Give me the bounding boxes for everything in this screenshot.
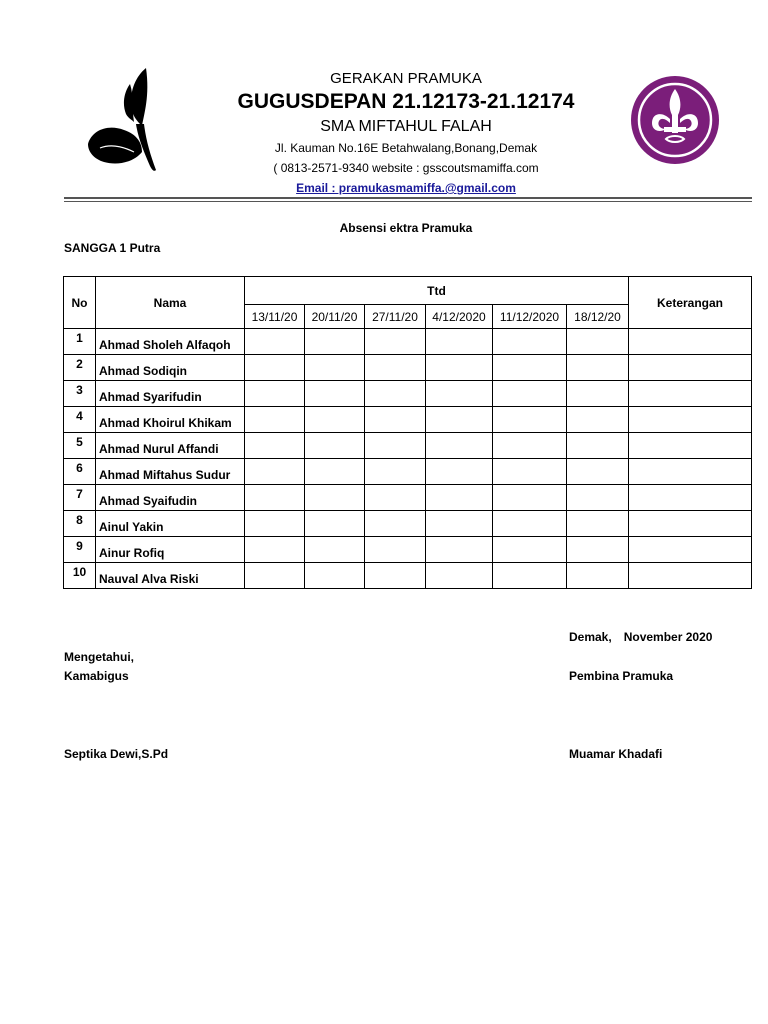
table-row — [64, 537, 752, 563]
signature-cell[interactable] — [305, 563, 365, 589]
member-name: Ahmad Khoirul Khikam — [96, 407, 245, 433]
signature-cell[interactable] — [305, 381, 365, 407]
signature-cell[interactable] — [567, 485, 629, 511]
note-cell[interactable] — [629, 511, 752, 537]
signature-cell[interactable] — [426, 485, 493, 511]
right-signatory-role: Pembina Pramuka — [569, 669, 674, 683]
table-row — [64, 433, 752, 459]
email-line[interactable] — [0, 181, 768, 195]
header-divider-thick — [64, 197, 752, 199]
signature-cell[interactable] — [245, 459, 305, 485]
signature-cell[interactable] — [426, 433, 493, 459]
signature-cell[interactable] — [567, 459, 629, 485]
signature-cell[interactable] — [493, 355, 567, 381]
signature-cell[interactable] — [426, 563, 493, 589]
signature-cell[interactable] — [305, 329, 365, 355]
left-signatory-name: Septika Dewi,S.Pd — [64, 747, 169, 761]
email-link[interactable]: Email : pramukasmamiffa.@gmail.com — [296, 181, 516, 195]
signature-cell[interactable] — [493, 433, 567, 459]
school-address: Jl. Kauman No.16E Betahwalang,Bonang,Demak — [274, 141, 538, 155]
signature-cell[interactable] — [245, 537, 305, 563]
signature-cell[interactable] — [426, 537, 493, 563]
acknowledge-label: Mengetahui, — [64, 650, 135, 664]
row-number: 6 — [64, 459, 96, 485]
signature-cell[interactable] — [567, 433, 629, 459]
attendance-table — [63, 276, 752, 589]
note-cell[interactable] — [629, 355, 752, 381]
signature-cell[interactable] — [245, 485, 305, 511]
signature-cell[interactable] — [567, 381, 629, 407]
signature-cell[interactable] — [426, 329, 493, 355]
member-name: Ahmad Sodiqin — [96, 355, 245, 381]
note-cell[interactable] — [629, 485, 752, 511]
gudep-title: GUGUSDEPAN 21.12173-21.12174 — [237, 90, 575, 113]
note-cell[interactable] — [629, 433, 752, 459]
column-header-note: Keterangan — [629, 277, 752, 329]
member-name: Ahmad Miftahus Sudur — [96, 459, 245, 485]
signature-cell[interactable] — [245, 407, 305, 433]
signature-cell[interactable] — [365, 563, 426, 589]
note-cell[interactable] — [629, 537, 752, 563]
school-name: SMA MIFTAHUL FALAH — [320, 118, 492, 135]
signature-cell[interactable] — [245, 563, 305, 589]
table-row — [64, 459, 752, 485]
date-header: 13/11/20 — [245, 305, 305, 329]
date-header: 27/11/20 — [365, 305, 426, 329]
signature-cell[interactable] — [493, 537, 567, 563]
signature-cell[interactable] — [426, 381, 493, 407]
signature-cell[interactable] — [567, 511, 629, 537]
member-name: Ahmad Sholeh Alfaqoh — [96, 329, 245, 355]
row-number: 1 — [64, 329, 96, 355]
row-number: 4 — [64, 407, 96, 433]
row-number: 3 — [64, 381, 96, 407]
row-number: 5 — [64, 433, 96, 459]
note-cell[interactable] — [629, 329, 752, 355]
signature-cell[interactable] — [305, 511, 365, 537]
row-number: 10 — [64, 563, 96, 589]
note-cell[interactable] — [629, 563, 752, 589]
date-month: November 2020 — [623, 630, 713, 644]
signature-cell[interactable] — [365, 433, 426, 459]
table-row — [64, 511, 752, 537]
place-date — [569, 630, 712, 644]
signature-cell[interactable] — [365, 381, 426, 407]
member-name: Ahmad Syaifudin — [96, 485, 245, 511]
signature-cell[interactable] — [493, 329, 567, 355]
column-header-no: No — [64, 277, 96, 329]
member-name: Ahmad Nurul Affandi — [96, 433, 245, 459]
place: Demak, — [569, 630, 612, 644]
organization-name: GERAKAN PRAMUKA — [330, 70, 482, 87]
table-row — [64, 355, 752, 381]
signature-cell[interactable] — [567, 407, 629, 433]
signature-cell[interactable] — [305, 407, 365, 433]
header-divider-thin — [64, 201, 752, 202]
signature-cell[interactable] — [493, 459, 567, 485]
left-signatory-role: Kamabigus — [64, 669, 129, 683]
signature-cell[interactable] — [426, 355, 493, 381]
signature-cell[interactable] — [245, 355, 305, 381]
signature-cell[interactable] — [567, 563, 629, 589]
signature-cell[interactable] — [493, 563, 567, 589]
column-header-name: Nama — [96, 277, 245, 329]
signature-cell[interactable] — [426, 407, 493, 433]
signature-cell[interactable] — [305, 537, 365, 563]
signature-cell[interactable] — [365, 355, 426, 381]
column-header-ttd: Ttd — [245, 277, 629, 305]
signature-cell[interactable] — [245, 329, 305, 355]
signature-cell[interactable] — [365, 459, 426, 485]
row-number: 8 — [64, 511, 96, 537]
table-row — [64, 485, 752, 511]
date-header: 4/12/2020 — [426, 305, 493, 329]
signature-cell[interactable] — [365, 537, 426, 563]
signature-cell[interactable] — [365, 407, 426, 433]
signature-cell[interactable] — [567, 355, 629, 381]
note-cell[interactable] — [629, 459, 752, 485]
signature-cell[interactable] — [245, 381, 305, 407]
signature-cell[interactable] — [493, 511, 567, 537]
member-name: Nauval Alva Riski — [96, 563, 245, 589]
signature-cell[interactable] — [567, 329, 629, 355]
member-name: Ainur Rofiq — [96, 537, 245, 563]
signature-cell[interactable] — [493, 485, 567, 511]
signature-cell[interactable] — [305, 433, 365, 459]
table-row — [64, 381, 752, 407]
date-header: 20/11/20 — [305, 305, 365, 329]
row-number: 2 — [64, 355, 96, 381]
signature-cell[interactable] — [567, 537, 629, 563]
signature-cell[interactable] — [305, 485, 365, 511]
table-row — [64, 407, 752, 433]
date-header: 18/12/20 — [567, 305, 629, 329]
row-number: 7 — [64, 485, 96, 511]
member-name: Ainul Yakin — [96, 511, 245, 537]
note-cell[interactable] — [629, 381, 752, 407]
signature-cell[interactable] — [426, 459, 493, 485]
signature-cell[interactable] — [305, 459, 365, 485]
contact-line: ( 0813-2571-9340 website : gsscoutsmamiffa.com — [273, 161, 539, 175]
right-signatory-name: Muamar Khadafi — [569, 747, 663, 761]
signature-cell[interactable] — [365, 329, 426, 355]
signature-cell[interactable] — [245, 511, 305, 537]
member-name: Ahmad Syarifudin — [96, 381, 245, 407]
document-title: Absensi ektra Pramuka — [339, 221, 473, 235]
date-header: 11/12/2020 — [493, 305, 567, 329]
group-label: SANGGA 1 Putra — [64, 241, 161, 255]
signature-cell[interactable] — [426, 511, 493, 537]
signature-cell[interactable] — [305, 355, 365, 381]
note-cell[interactable] — [629, 407, 752, 433]
signature-cell[interactable] — [493, 381, 567, 407]
signature-cell[interactable] — [245, 433, 305, 459]
row-number: 9 — [64, 537, 96, 563]
signature-cell[interactable] — [493, 407, 567, 433]
table-row — [64, 563, 752, 589]
table-row — [64, 329, 752, 355]
signature-cell[interactable] — [365, 511, 426, 537]
signature-cell[interactable] — [365, 485, 426, 511]
